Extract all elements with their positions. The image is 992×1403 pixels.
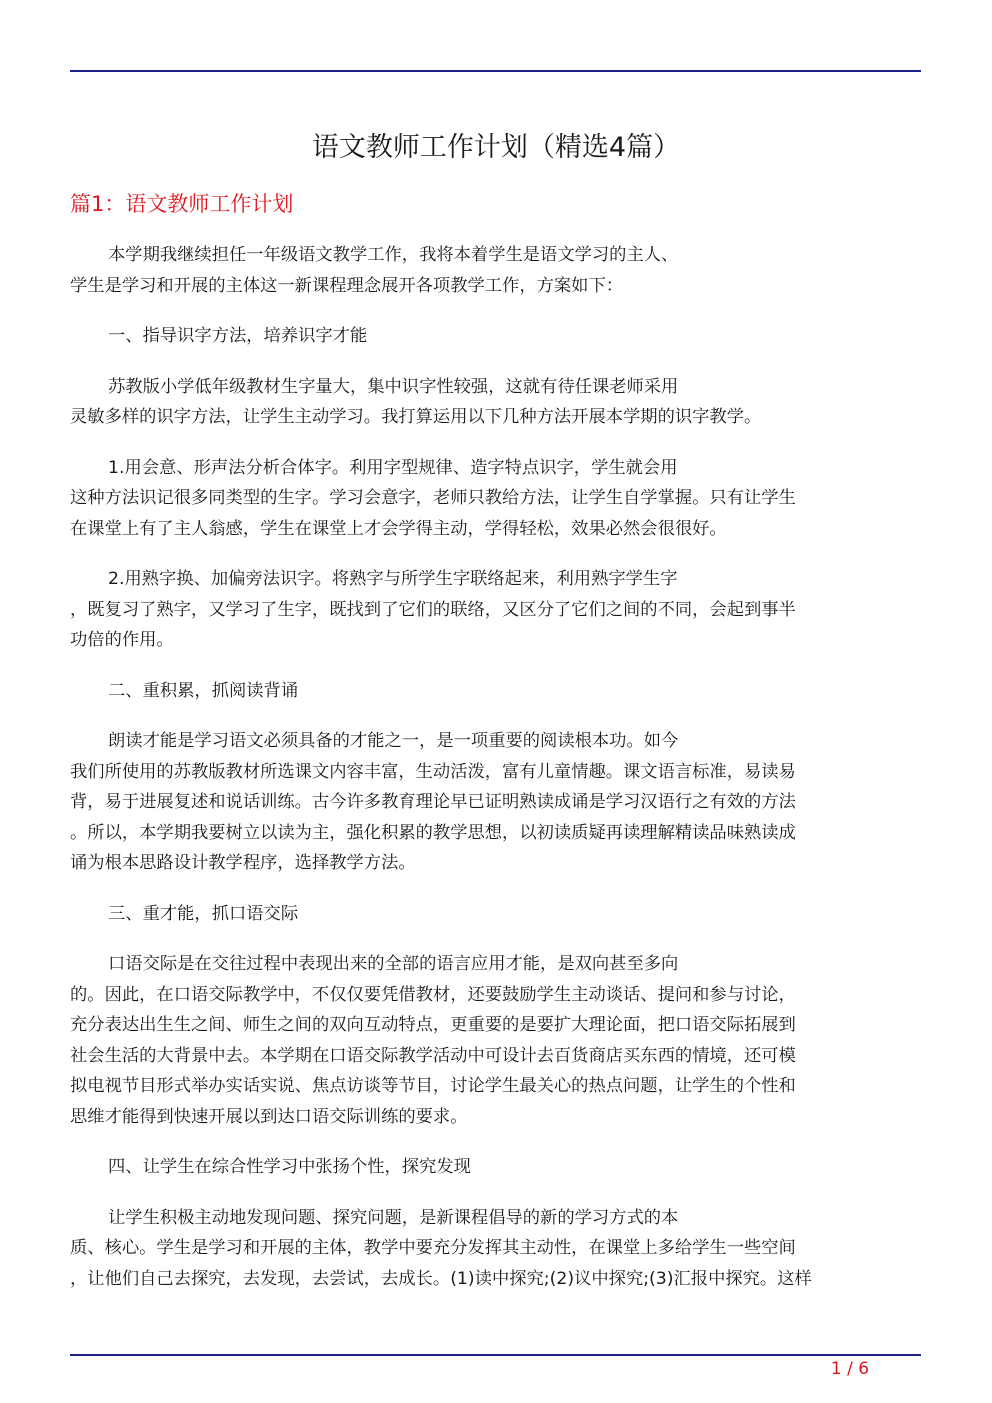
paragraph-line: 1.用会意、形声法分析合体字。利用字型规律、造字特点识字，学生就会用 xyxy=(108,457,678,478)
paragraph-line: 质、核心。学生是学习和开展的主体，教学中要充分发挥其主动性，在课堂上多给学生一些空间 xyxy=(70,1238,796,1258)
paragraph xyxy=(70,564,921,656)
paragraph xyxy=(70,949,921,1132)
paragraph-line: 功倍的作用。 xyxy=(70,630,174,650)
paragraph xyxy=(70,453,921,545)
paragraph xyxy=(70,726,921,879)
paragraph-line: 灵敏多样的识字方法，让学生主动学习。我打算运用以下几种方法开展本学期的识字教学。 xyxy=(70,407,762,427)
paragraph-line: 背，易于进展复述和说话训练。古今许多教育理论早已证明熟读成诵是学习汉语行之有效的方法 xyxy=(70,792,796,812)
paragraph-line: 诵为根本思路设计教学程序，选择教学方法。 xyxy=(70,853,416,873)
paragraph-line: 苏教版小学低年级教材生字量大，集中识字性较强，这就有待任课老师采用 xyxy=(108,376,679,397)
paragraph-line: 在课堂上有了主人翁感，学生在课堂上才会学得主动，学得轻松，效果必然会很很好。 xyxy=(70,518,727,539)
paragraph-line: 口语交际是在交往过程中表现出来的全部的语言应用才能，是双向甚至多向 xyxy=(108,954,679,974)
document-body xyxy=(70,240,921,1314)
paragraph xyxy=(70,899,921,930)
paragraph-line: 。所以，本学期我要树立以读为主，强化积累的教学思想，以初读质疑再读理解精读品味熟读成 xyxy=(70,822,796,843)
paragraph-line: 朗读才能是学习语文必须具备的才能之一，是一项重要的阅读根本功。如今 xyxy=(108,731,679,751)
paragraph-line: 学生是学习和开展的主体这一新课程理念展开各项教学工作，方案如下： xyxy=(70,275,624,296)
footer-rule xyxy=(70,1354,921,1356)
paragraph-line: 社会生活的大背景中去。本学期在口语交际教学活动中可设计去百货商店买东西的情境，还可模 xyxy=(70,1045,796,1066)
paragraph xyxy=(70,1203,921,1295)
paragraph-line: 这种方法识记很多同类型的生字。学习会意字，老师只教给方法，让学生自学掌握。只有让学生 xyxy=(70,488,796,508)
paragraph-line: ，让他们自己去探究，去发现，去尝试，去成长。(1)读中探究;(2)议中探究;(3)汇报中探究。这样 xyxy=(70,1268,812,1289)
paragraph-line: 本学期我继续担任一年级语文教学工作，我将本着学生是语文学习的主人、 xyxy=(108,245,679,265)
paragraph-line: 一、指导识字方法，培养识字才能 xyxy=(108,326,368,346)
paragraph-line: 我们所使用的苏教版教材所选课文内容丰富，生动活泼，富有儿童情趣。课文语言标准，易读易 xyxy=(70,761,796,782)
document-title: 语文教师工作计划（精选4篇） xyxy=(311,132,681,163)
paragraph xyxy=(70,372,921,433)
paragraph-line: 2.用熟字换、加偏旁法识字。将熟字与所学生字联络起来，利用熟字学生字 xyxy=(108,569,678,589)
paragraph-line: 思维才能得到快速开展以到达口语交际训练的要求。 xyxy=(70,1106,468,1127)
paragraph xyxy=(70,321,921,352)
paragraph-line: 的。因此，在口语交际教学中，不仅仅要凭借教材，还要鼓励学生主动谈话、提问和参与讨论， xyxy=(70,984,796,1005)
paragraph xyxy=(70,240,921,301)
section-heading: 篇1：语文教师工作计划 xyxy=(70,192,294,216)
paragraph xyxy=(70,1152,921,1183)
paragraph-line: 拟电视节目形式举办实话实说、焦点访谈等节目，讨论学生最关心的热点问题，让学生的个性和 xyxy=(70,1076,796,1096)
header-rule xyxy=(70,70,921,72)
paragraph-line: 三、重才能，抓口语交际 xyxy=(108,903,299,924)
page-number: 1 / 6 xyxy=(830,1359,870,1379)
paragraph-line: 让学生积极主动地发现问题、探究问题，是新课程倡导的新的学习方式的本 xyxy=(108,1207,679,1228)
paragraph xyxy=(70,676,921,707)
paragraph-line: 四、让学生在综合性学习中张扬个性，探究发现 xyxy=(108,1157,471,1177)
paragraph-line: ，既复习了熟字，又学习了生字，既找到了它们的联络，又区分了它们之间的不同，会起到事半 xyxy=(70,599,796,620)
paragraph-line: 充分表达出生生之间、师生之间的双向互动特点，更重要的是要扩大理论面，把口语交际拓展到 xyxy=(70,1015,796,1035)
paragraph-line: 二、重积累，抓阅读背诵 xyxy=(108,680,299,701)
